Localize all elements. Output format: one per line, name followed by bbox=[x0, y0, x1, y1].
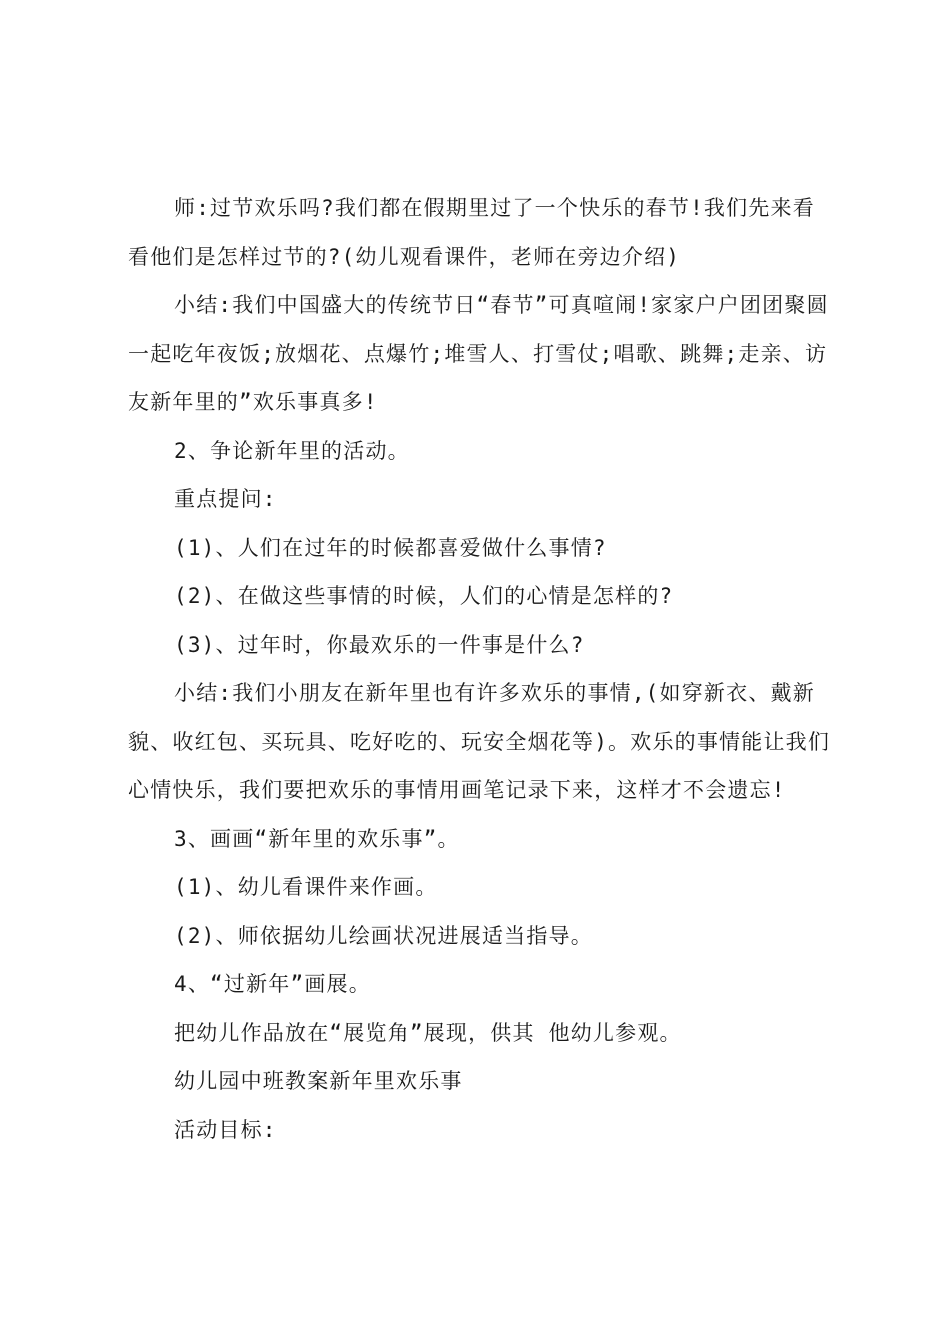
paragraph-question-2: (2)、在做这些事情的时候，人们的心情是怎样的? bbox=[174, 584, 674, 608]
paragraph-question-3: (3)、过年时，你最欢乐的一件事是什么? bbox=[174, 632, 585, 657]
paragraph-lesson-title: 幼儿园中班教案新年里欢乐事 bbox=[174, 1069, 463, 1093]
paragraph-step-3-heading: 3、画画“新年里的欢乐事”。 bbox=[174, 826, 460, 851]
document-body bbox=[128, 184, 833, 1154]
paragraph-step-4-heading: 4、“过新年”画展。 bbox=[174, 972, 371, 996]
paragraph-summary-spring-festival: 小结:我们中国盛大的传统节日“春节”可真喧闹!家家户户团团聚圆一起吃年夜饭;放烟花、点爆竹;堆雪人、打雪仗;唱歌、跳舞;走亲、访友新年里的”欢乐事真多! bbox=[128, 293, 829, 414]
paragraph-step-2-heading: 2、争论新年里的活动。 bbox=[174, 438, 410, 463]
paragraph-objectives-label: 活动目标: bbox=[174, 1117, 277, 1142]
paragraph-step-3-item-2: (2)、师依据幼儿绘画状况进展适当指导。 bbox=[174, 923, 593, 948]
paragraph-step-3-item-1: (1)、幼儿看课件来作画。 bbox=[174, 875, 438, 899]
paragraph-summary-children: 小结:我们小朋友在新年里也有许多欢乐的事情,(如穿新衣、戴新貌、收红包、买玩具、吃好吃的、玩安全烟花等)。欢乐的事情能让我们心情快乐，我们要把欢乐的事情用画笔记录下来，这样才不会遗忘! bbox=[128, 681, 831, 802]
paragraph-key-questions-label: 重点提问: bbox=[174, 487, 277, 511]
paragraph-exhibition: 把幼儿作品放在“展览角”展现，供其 他幼儿参观。 bbox=[174, 1020, 682, 1045]
paragraph-question-1: (1)、人们在过年的时候都喜爱做什么事情? bbox=[174, 535, 607, 560]
paragraph-teacher-intro: 师:过节欢乐吗?我们都在假期里过了一个快乐的春节!我们先来看看他们是怎样过节的?(幼儿观看课件，老师在旁边介绍) bbox=[128, 196, 815, 269]
